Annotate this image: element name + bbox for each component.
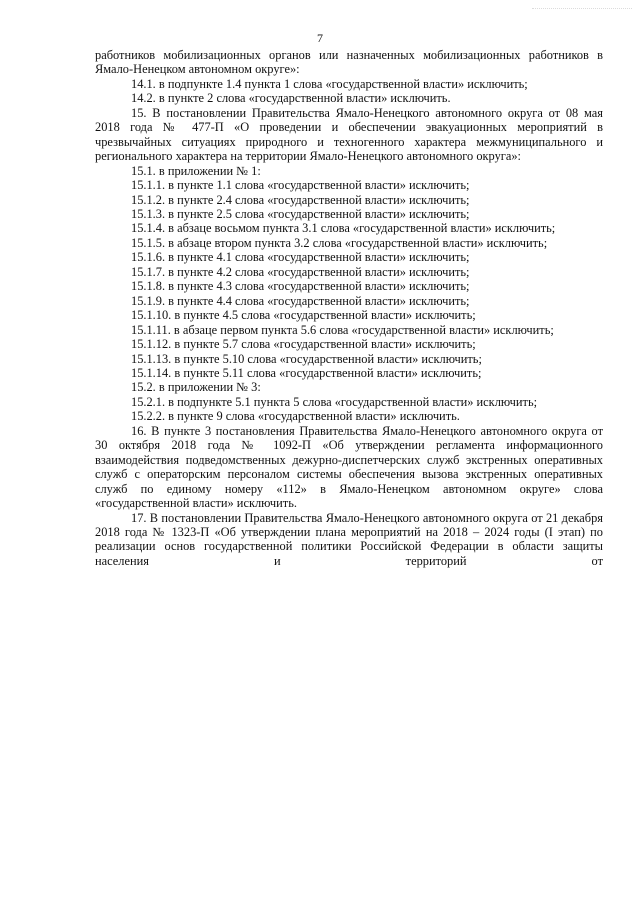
paragraph-15: 15. В постановлении Правительства Ямало-Ненецкого автономного округа от 08 мая 2018 года № 477-П «О проведении и обеспечении эвакуационных мероприятий в чрезвычайных ситуациях природного и техногенного характера межмуниципального и регионального характера на территории Ямало-Ненецкого автономного округа»: [95,105,603,164]
paragraph-15-1-5: 15.1.5. в абзаце втором пункта 3.2 слова «государственной власти» исключить; [131,235,548,250]
page-number: 7 [317,31,323,45]
paragraph-14-1: 14.1. в подпункте 1.4 пункта 1 слова «государственной власти» исключить; [131,76,528,91]
paragraph-15-1-2: 15.1.2. в пункте 2.4 слова «государственной власти» исключить; [131,192,470,207]
paragraph-continuation: работников мобилизационных органов или назначенных мобилизационных работников в Ямало-Ненецком автономном округе»: [95,48,603,77]
paragraph-15-1-4: 15.1.4. в абзаце восьмом пункта 3.1 слова «государственной власти» исключить; [131,221,556,236]
paragraph-15-1-6: 15.1.6. в пункте 4.1 слова «государственной власти» исключить; [131,250,470,265]
document-body [95,48,603,568]
paragraph-14-2: 14.2. в пункте 2 слова «государственной власти» исключить. [131,91,451,106]
paragraph-15-1: 15.1. в приложении № 1: [131,163,261,178]
paragraph-15-1-1: 15.1.1. в пункте 1.1 слова «государственной власти» исключить; [131,178,470,193]
paragraph-15-1-10: 15.1.10. в пункте 4.5 слова «государственной власти» исключить; [131,308,476,323]
paragraph-16: 16. В пункте 3 постановления Правительства Ямало-Ненецкого автономного округа от 30 октября 2018 года № 1092-П «Об утверждении регламента информационного взаимодействия подведомственных дежурно-диспетчерских служб экстренных оперативных служб с операторским персоналом системы обеспечения вызова экстренных оперативных служб по единому номеру «112» в Ямало-Ненецком автономном округе» слова «государственной власти» исключить. [95,423,603,511]
paragraph-15-1-9: 15.1.9. в пункте 4.4 слова «государственной власти» исключить; [131,293,470,308]
paragraph-15-2: 15.2. в приложении № 3: [131,380,261,395]
paragraph-17: 17. В постановлении Правительства Ямало-Ненецкого автономного округа от 21 декабря 2018 года № 1323-П «Об утверждении плана мероприятий на 2018 – 2024 годы (I этап) по реализации основ государственной политики Российской Федерации в области защиты населения и территорий от [95,510,603,568]
paragraph-15-1-14: 15.1.14. в пункте 5.11 слова «государственной власти» исключить; [131,365,482,380]
paragraph-15-2-2: 15.2.2. в пункте 9 слова «государственной власти» исключить. [131,409,460,424]
paragraph-15-1-12: 15.1.12. в пункте 5.7 слова «государственной власти» исключить; [131,337,476,352]
scan-edge-mark [532,0,632,9]
paragraph-15-1-7: 15.1.7. в пункте 4.2 слова «государственной власти» исключить; [131,264,470,279]
paragraph-15-1-3: 15.1.3. в пункте 2.5 слова «государственной власти» исключить; [131,206,470,221]
paragraph-15-1-8: 15.1.8. в пункте 4.3 слова «государственной власти» исключить; [131,279,470,294]
paragraph-15-2-1: 15.2.1. в подпункте 5.1 пункта 5 слова «государственной власти» исключить; [131,394,538,409]
paragraph-15-1-11: 15.1.11. в абзаце первом пункта 5.6 слова «государственной власти» исключить; [131,322,554,337]
paragraph-15-1-13: 15.1.13. в пункте 5.10 слова «государственной власти» исключить; [131,351,482,366]
